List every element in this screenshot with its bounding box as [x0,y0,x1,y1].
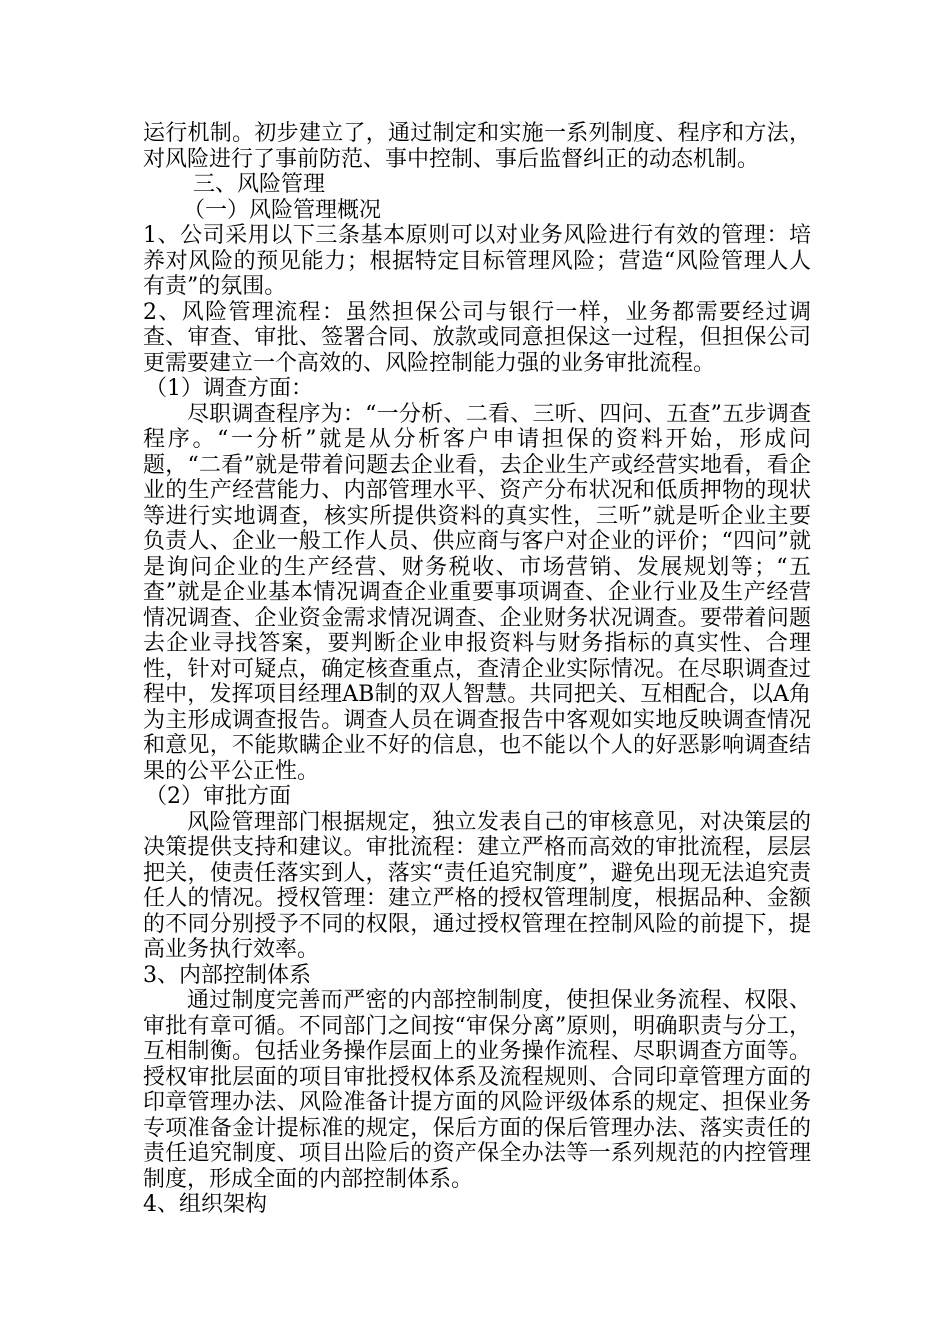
process-paragraph: 2、风险管理流程：虽然担保公司与银行一样，业务都需要经过调查、审查、审批、签署合同、放款或同意担保这一过程，但担保公司更需要建立一个高效的、风险控制能力强的业务审批流程。 [143,299,811,376]
intro-paragraph: 运行机制。初步建立了，通过制定和实施一系列制度、程序和方法，对风险进行了事前防范、事中控制、事后监督纠正的动态机制。 [143,121,811,172]
approval-heading: （2）审批方面 [145,784,291,809]
investigation-paragraph: 尽职调查程序为：“一分析、二看、三听、四问、五查”五步调查程序。“一分析”就是从分析客户申请担保的资料开始，形成问题，“二看”就是带着问题去企业看，去企业生产或经营实地看，看企业的生产经营能力、内部管理水平、资产分布状况和低质押物的现状等进行实地调查，核实所提供资料的真实性，三听”就是听企业主要负责人、企业一般工作人员、供应商与客户对企业的评价；“四问”就是询问企业的生产经营、财务税收、市场营销、发展规划等；“五查”就是企业基本情况调查企业重要事项调查、企业行业及生产经营情况调查、企业资金需求情况调查、企业财务状况调查。要带着问题去企业寻找答案，要判断企业申报资料与财务指标的真实性、合理性，针对可疑点，确定核查重点，查清企业实际情况。在尽职调查过程中，发挥项目经理AB制的双人智慧。共同把关、互相配合，以A角为主形成调查报告。调查人员在调查报告中客观如实地反映调查情况和意见，不能欺瞒企业不好的信息，也不能以个人的好恶影响调查结果的公平公正性。 [143,401,811,784]
approval-paragraph: 风险管理部门根据规定，独立发表自己的审核意见，对决策层的决策提供支持和建议。审批流程：建立严格而高效的审批流程，层层把关，使责任落实到人，落实“责任追究制度”，避免出现无法追究责任人的情况。授权管理：建立严格的授权管理制度，根据品种、金额的不同分别授予不同的权限，通过授权管理在控制风险的前提下，提高业务执行效率。 [143,809,811,962]
organization-heading: 4、组织架构 [143,1192,267,1217]
internal-control-paragraph: 通过制度完善而严密的内部控制制度，使担保业务流程、权限、审批有章可循。不同部门之间按“审保分离”原则，明确职责与分工，互相制衡。包括业务操作层面上的业务操作流程、尽职调查方面等。授权审批层面的项目审批授权体系及流程规则、合同印章管理方面的印章管理办法、风险准备计提方面的风险评级体系的规定、担保业务专项准备金计提标准的规定，保后方面的保后管理办法、落实责任的责任追究制度、项目出险后的资产保全办法等一系列规范的内控管理制度，形成全面的内部控制体系。 [143,988,811,1192]
internal-control-heading: 3、内部控制体系 [143,962,311,988]
principles-paragraph: 1、公司采用以下三条基本原则可以对业务风险进行有效的管理：培养对风险的预见能力；根据特定目标管理风险；营造“风险管理人人有责”的氛围。 [143,223,811,299]
document-page [143,121,811,1218]
investigation-heading: （1）调查方面： [145,376,313,401]
subsection-heading-overview: （一）风险管理概况 [183,197,382,223]
section-heading-risk-management: 三、风险管理 [193,172,326,197]
